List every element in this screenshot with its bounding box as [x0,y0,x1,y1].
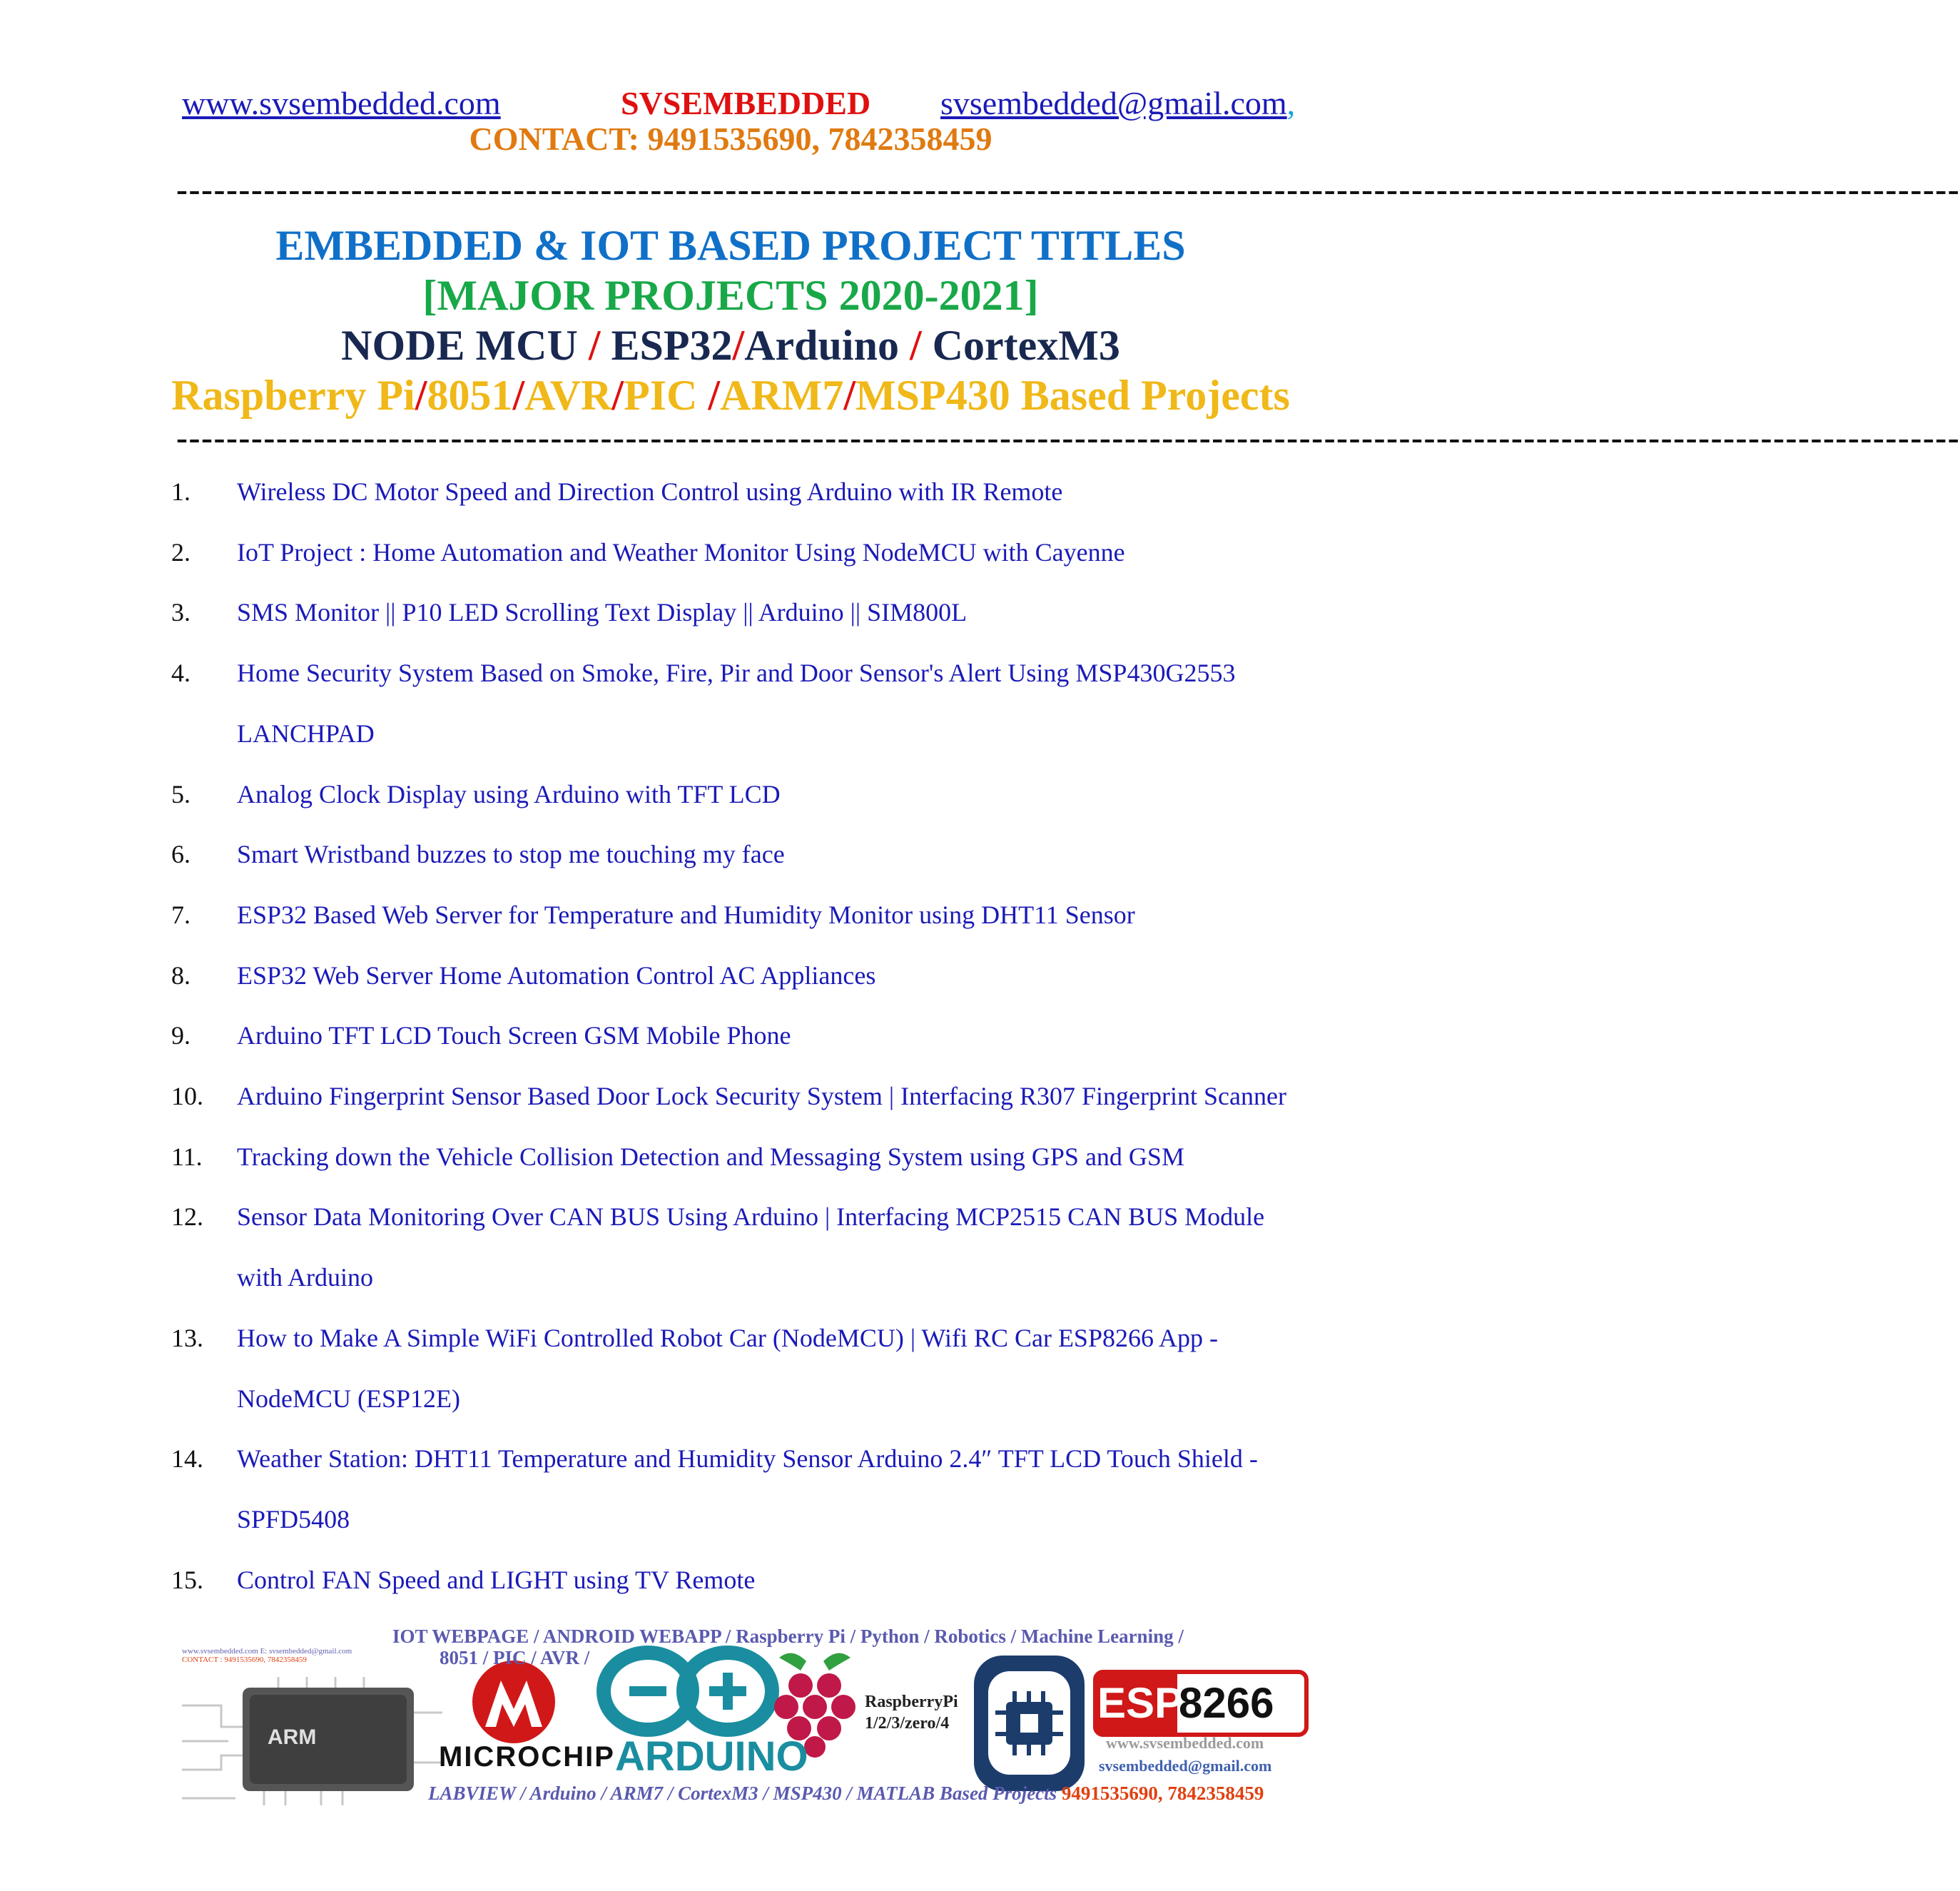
title4-slash: / [611,372,624,419]
project-number: 2. [171,537,191,567]
promo-banner [178,1620,1320,1813]
project-number: 1. [171,477,191,506]
banner-top-line: IOT WEBPAGE / ANDROID WEBAPP / Raspberry Pi / Python / Robotics / Machine Learning / [392,1626,1184,1647]
project-title: SMS Monitor || P10 LED Scrolling Text Display || Arduino || SIM800L [237,598,968,627]
title3-part: ESP32 [600,322,733,369]
banner-email: svsembedded@gmail.com [1099,1757,1272,1775]
brand-name: SVSEMBEDDED [621,85,871,121]
email-trail: , [1286,85,1296,121]
email-text[interactable]: svsembedded@gmail.com [940,85,1287,121]
banner-website: www.svsembedded.com [1106,1734,1264,1752]
title4-slash: / [415,372,427,419]
project-title: Arduino Fingerprint Sensor Based Door Lock Security System | Interfacing R307 Fingerprint Scanner [237,1082,1286,1110]
project-title-continued: NodeMCU (ESP12E) [237,1384,460,1413]
project-number: 11. [171,1142,203,1171]
title-platforms-1 [0,321,1461,370]
project-number: 5. [171,779,191,808]
project-title: Tracking down the Vehicle Collision Detection and Messaging System using GPS and GSM [237,1142,1184,1171]
nodemcu-logo-icon [974,1656,1085,1791]
title4-part: PIC [624,372,709,419]
project-title: ESP32 Web Server Home Automation Control AC Appliances [237,960,876,990]
banner-bottom-line [428,1783,1264,1805]
title3-part: CortexM3 [921,322,1120,369]
project-title-continued: with Arduino [237,1263,374,1292]
separator-top: ----------------------------------------------------------------------------------------------------------------------------------------------- [176,171,1960,208]
arduino-logo-icon [604,1653,772,1730]
project-number: 13. [171,1323,203,1352]
email-link[interactable] [940,84,1295,122]
project-title: Arduino TFT LCD Touch Screen GSM Mobile Phone [237,1021,791,1050]
project-title: Smart Wristband buzzes to stop me touching my face [237,840,785,869]
separator-bottom: ----------------------------------------------------------------------------------------------------------------------------------------------- [176,419,1960,457]
project-title: Wireless DC Motor Speed and Direction Control using Arduino with IR Remote [237,477,1063,506]
title4-part: AVR [524,372,612,419]
rpi-name: RaspberryPi [865,1693,958,1711]
arm-label: ARM [268,1725,317,1749]
banner-bottom-text: LABVIEW / Arduino / ARM7 / CortexM3 / MSP430 / MATLAB Based Projects [428,1783,1057,1804]
project-title: Home Security System Based on Smoke, Fire, Pir and Door Sensor's Alert Using MSP430G2553 [237,659,1236,688]
contact-numbers: CONTACT: 9491535690, 7842358459 [469,121,992,157]
title-platforms-2 [0,371,1461,420]
raspberry-pi-label [865,1691,958,1734]
title4-slash: / [512,372,525,419]
title-embedded-iot: EMBEDDED & IOT BASED PROJECT TITLES [275,222,1186,269]
title4-slash: / [843,372,856,419]
title3-part: Arduino [744,322,910,369]
website-link[interactable]: www.svsembedded.com [182,85,501,121]
banner-top-line-2: 8051 / PIC / AVR / [440,1647,590,1668]
rpi-models: 1/2/3/zero/4 [865,1714,950,1733]
title4-part: 8051 [427,372,513,419]
project-title: IoT Project : Home Automation and Weather Monitor Using NodeMCU with Cayenne [237,537,1125,567]
microchip-logo-icon [472,1661,555,1743]
title4-part: Raspberry Pi [171,372,415,419]
project-title: Weather Station: DHT11 Temperature and Humidity Sensor Arduino 2.4″ TFT LCD Touch Shield - [237,1444,1258,1474]
title-major-projects: [MAJOR PROJECTS 2020-2021] [422,272,1039,319]
esp-prefix: ESP [1097,1674,1177,1733]
banner-small-contact [182,1647,352,1664]
project-number: 3. [171,598,191,627]
title4-slash: / [708,372,721,419]
esp8266-logo-icon [1093,1670,1309,1737]
project-number: 14. [171,1444,203,1474]
title3-slash: / [909,322,922,369]
arduino-label: ARDUINO [615,1733,808,1780]
banner-small-web: www.svsembedded.com E: svsembedded@gmail.com [182,1647,352,1656]
title4-part: ARM7 [720,372,844,419]
banner-phone: 9491535690, 7842358459 [1061,1783,1264,1804]
project-title-continued: SPFD5408 [237,1504,350,1533]
project-number: 9. [171,1021,191,1050]
project-number: 7. [171,900,191,929]
title4-part: MSP430 Based Projects [855,372,1290,419]
project-title: ESP32 Based Web Server for Temperature and Humidity Monitor using DHT11 Sensor [237,900,1135,929]
title3-slash: / [588,322,601,369]
title3-part: NODE MCU [341,322,589,369]
project-title: Control FAN Speed and LIGHT using TV Remote [237,1565,756,1594]
title3-slash: / [732,322,745,369]
project-number: 12. [171,1202,203,1232]
microchip-label: MICROCHIP [439,1741,615,1773]
project-title: Sensor Data Monitoring Over CAN BUS Using Arduino | Interfacing MCP2515 CAN BUS Module [237,1202,1265,1232]
project-title: How to Make A Simple WiFi Controlled Robot Car (NodeMCU) | Wifi RC Car ESP8266 App - [237,1323,1218,1352]
project-number: 10. [171,1082,203,1110]
banner-small-phone: CONTACT : 9491535690, 7842358459 [182,1656,307,1664]
project-number: 4. [171,659,191,688]
project-number: 15. [171,1565,203,1594]
project-number: 8. [171,960,191,990]
esp-suffix: 8266 [1179,1679,1274,1727]
project-number: 6. [171,840,191,869]
project-title: Analog Clock Display using Arduino with TFT LCD [237,779,781,808]
project-title-continued: LANCHPAD [237,719,375,748]
